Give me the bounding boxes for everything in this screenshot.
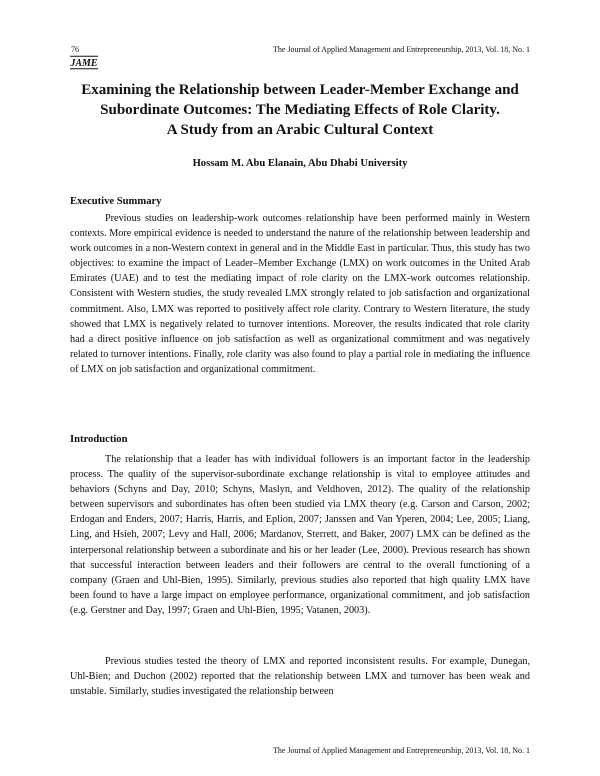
introduction-paragraph-1: The relationship that a leader has with individual followers is an important factor in the leadership process. The quality of the supervisor-subordinate exchange relationship is vital to employee attitudes and behaviors (Schyns and Day, 2010; Schyns, Maslyn, and Veldhoven, 2012). The quality of the relationship between supervisors and subordinates has often been studied via LMX theory (e.g. Carson and Carson, 2002; Erdogan and Enders, 2007; Harris, Harris, and Eplion, 2007; Janssen and Van Yperen, 2004; Lee, 2005; Liang, Ling, and Hsieh, 2007; Levy and Hall, 2006; Mardanov, Sterrett, and Baker, 2007) LMX can be defined as the interpersonal relationship between a subordinate and his or her leader (Lee, 2000). Previous research has shown that successful interaction between leaders and their followers are central to the overall functioning of a company (Graen and Uhl-Bien, 1995). Similarly, previous studies also reported that high quality LMX have been found to have a large impact on employee performance, organizational commitment, and job satisfaction (e.g. Gerstner and Day, 1997; Graen and Uhl-Bien, 1995; Vatanen, 2003). (70, 454, 530, 616)
logo-text: JAME (70, 58, 98, 70)
author-line: Hossam M. Abu Elanain, Abu Dhabi University (192, 158, 408, 169)
paper-title (40, 80, 560, 140)
title-line-1: Examining the Relationship between Leader-Member Exchange and (81, 82, 519, 98)
running-head: The Journal of Applied Management and Entrepreneurship, 2013, Vol. 18, No. 1 (273, 45, 530, 54)
introduction-paragraph-2: Previous studies tested the theory of LMX and reported inconsistent results. For example, Dunegan, Uhl-Bien; and Duchon (2002) reported that the relationship between LMX and turnover has been weak and unstable. Similarly, studies investigated the relationship between (70, 656, 530, 698)
journal-logo (69, 55, 99, 70)
executive-summary-paragraph: Previous studies on leadership-work outcomes relationship have been performed mainly in Western contexts. More empirical evidence is needed to understand the nature of the relationship between leadership and work outcomes in a non-Western context in general and in the Middle East in particular. Thus, this study has two objectives: to examine the impact of Leader–Member Exchange (LMX) on work outcomes in the United Arab Emirates (UAE) and to test the mediating impact of role clarity on the LMX-work outcomes relationship. Consistent with Western studies, the study revealed LMX strongly related to job satisfaction and organizational commitment. Also, LMX was reported to positively affect role clarity. Contrary to Western literature, the study showed that LMX is negatively related to turnover intentions. Moreover, the results indicated that role clarity had a direct positive influence on job satisfaction as well as organizational commitment and was negatively related to turnover intentions. Finally, role clarity was also found to play a partial role in mediating the influence of LMX on job satisfaction and organizational commitment. (70, 213, 530, 375)
page-number: 76 (71, 45, 79, 54)
executive-summary-heading: Executive Summary (70, 196, 162, 207)
introduction-heading: Introduction (70, 434, 128, 445)
title-line-2: Subordinate Outcomes: The Mediating Effects of Role Clarity. (100, 102, 500, 118)
page-footer: The Journal of Applied Management and Entrepreneurship, 2013, Vol. 18, No. 1 (273, 746, 530, 755)
title-line-3: A Study from an Arabic Cultural Context (166, 122, 434, 138)
